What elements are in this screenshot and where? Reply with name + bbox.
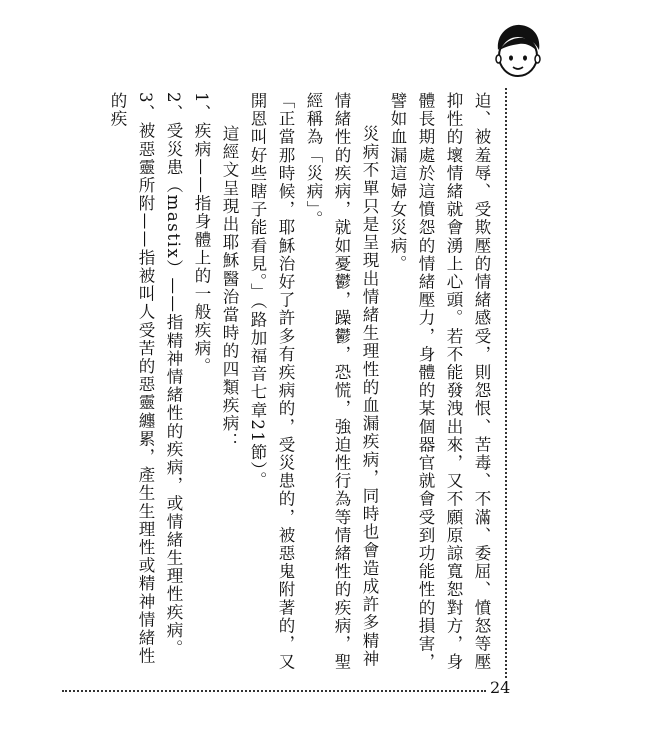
paragraph: 這經文呈現出耶穌醫治當時的四類疾病： <box>220 125 239 451</box>
right-dotted-rule <box>505 88 507 678</box>
paragraph: 災病不單只是呈現出情緒生理性的血漏疾病，同時也會造成許多精神情緒性的疾病，就如憂鬱，躁鬱，恐慌，強迫性行為等情緒性的疾病，聖經稱為「災病」。 <box>304 92 379 672</box>
paragraph: 迫、被羞辱、受欺壓的情緒感受，則怨恨、苦毒、不滿、委屈、憤怒等壓抑性的壞情緒就會湧上心頭。若不能發洩出來，又不願原諒寬恕對方，身體長期處於這憤怨的情緒壓力，身體的某個器官就會受到功能性的損害，譬如血漏這婦女災病。 <box>388 92 491 672</box>
scripture-quote: 「正當那時候，耶穌治好了許多有疾病的，受災患的，被惡鬼附著的，又開恩叫好些瞎子能看見。」（路加福音七章21節）。 <box>248 92 295 672</box>
page-number: 24 <box>490 678 511 697</box>
child-face-icon <box>493 22 543 80</box>
list-item: 1、疾病——指身體上的一般疾病。 <box>192 92 211 376</box>
list-item: 2、受災患（mastix）——指精神情緒性的疾病，或情緒生理性疾病。 <box>164 92 183 658</box>
list-item: 3、被惡靈所附——指被叫人受苦的惡靈纏累，產生生理性或精神情緒性的疾 <box>108 92 155 666</box>
vertical-text-body <box>108 92 495 672</box>
bottom-dotted-rule <box>62 690 486 692</box>
